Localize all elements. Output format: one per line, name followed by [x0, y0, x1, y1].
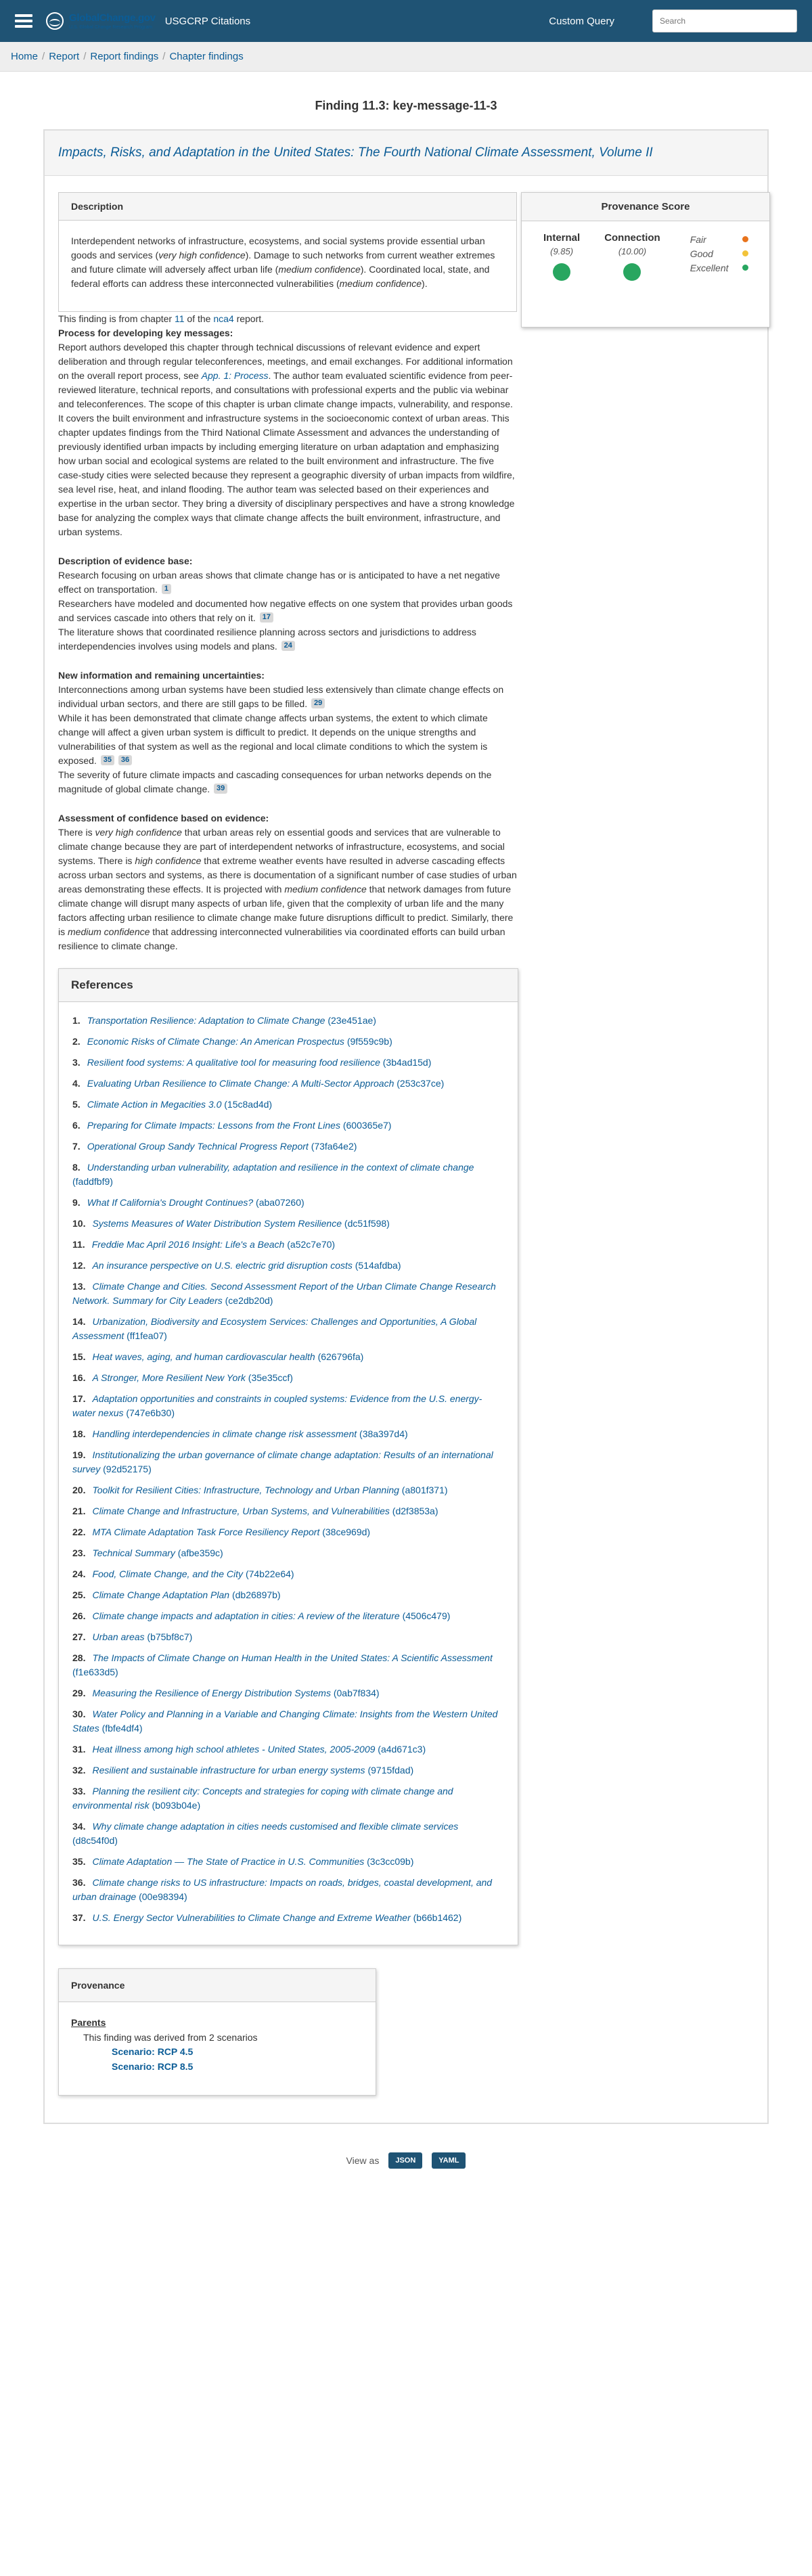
process-text: Report authors developed this chapter through technical discussions of relevant evidence and expert deliberation and through regular teleconferences, meetings, and email exchanges. For additional information on the overall report process, see App. 1: Process. The author team evaluated scientific evidence from peer-reviewed literature, technical reports, and consultations with professional experts and the public via webinar and teleconferences. The scope of this chapter is urban climate change impacts, vulnerability, and response. It covers the built environment and infrastructure systems in the socioeconomic context of urban areas. This chapter updates findings from the Third National Climate Assessment and advances the understanding of previously identified urban impacts by including emerging literature on urban adaptation and emphasizing how urban social and ecological systems are related to the built environment and infrastructure. The five case-study cities were selected because they represent a geographic diversity of urban impacts from wildfire, sea level rise, heat, and inland flooding. The author team was selected based on their experiences and expertise in the urban sector. They bring a diversity of disciplinary perspectives and have a strong knowledge base for analyzing the complex ways that climate change affects the built environment, infrastructure, and urban systems. — [58, 342, 515, 537]
reference-number: 23. — [72, 1547, 86, 1558]
reference-item — [72, 1388, 504, 1424]
globalchange-logo[interactable] — [46, 12, 156, 30]
reference-number: 9. — [72, 1197, 81, 1208]
reference-id-link[interactable]: (92d52175) — [103, 1464, 152, 1474]
reference-number: 17. — [72, 1393, 86, 1404]
breadcrumb-report[interactable]: Report — [49, 51, 80, 62]
reference-number: 30. — [72, 1709, 86, 1719]
reference-number: 6. — [72, 1120, 81, 1131]
breadcrumb — [0, 42, 812, 72]
reference-number: 14. — [72, 1316, 86, 1327]
confidence-term: high confidence — [135, 855, 202, 866]
score-legend — [690, 232, 748, 281]
footnote-link[interactable]: 17 — [260, 612, 273, 623]
reference-title-link[interactable]: Water Policy and Planning in a Variable and Changing Climate: Insights from the Western United States — [72, 1709, 498, 1734]
process-appendix-link[interactable]: App. 1: Process — [201, 370, 269, 381]
footnote-link[interactable]: 1 — [162, 584, 171, 594]
reference-number: 1. — [72, 1015, 81, 1026]
reference-title-link[interactable]: Handling interdependencies in climate change risk assessment — [92, 1428, 357, 1439]
provenance-score-heading: Provenance Score — [522, 193, 769, 221]
reference-title-link[interactable]: Technical Summary — [92, 1547, 175, 1558]
reference-title-link[interactable]: Economic Risks of Climate Change: An American Prospectus — [87, 1036, 344, 1047]
reference-number: 15. — [72, 1351, 86, 1362]
page-title: Finding 11.3: key-message-11-3 — [315, 99, 497, 112]
breadcrumb-chapter-findings[interactable]: Chapter findings — [169, 51, 244, 62]
footnote-link[interactable]: 35 — [101, 755, 114, 765]
reference-id-link[interactable]: (b66b1462) — [413, 1912, 462, 1923]
confidence-term: medium confidence — [284, 884, 367, 895]
reference-id-link[interactable]: (a801f371) — [401, 1485, 448, 1495]
reference-number: 36. — [72, 1877, 86, 1888]
reference-item — [72, 1234, 504, 1255]
reference-item — [72, 1564, 504, 1585]
reference-item — [72, 1368, 504, 1388]
uncertainties-heading: New information and remaining uncertainties: — [58, 670, 265, 681]
reference-title-link[interactable]: Preparing for Climate Impacts: Lessons from the Front Lines — [87, 1120, 340, 1131]
reference-item — [72, 1192, 504, 1213]
uncertainties-paragraph: The severity of future climate impacts and cascading consequences for urban networks depends on the magnitude of global climate change. 39 — [58, 769, 492, 794]
breadcrumb-separator: / — [162, 51, 166, 62]
reference-number: 16. — [72, 1372, 86, 1383]
reference-id-link[interactable]: (4506c479) — [402, 1610, 451, 1621]
process-section — [58, 326, 518, 539]
reference-title-link[interactable]: Heat illness among high school athletes - United States, 2005-2009 — [92, 1744, 376, 1755]
reference-item — [72, 1094, 504, 1115]
reference-title-link[interactable]: Climate Change and Infrastructure, Urban Systems, and Vulnerabilities — [92, 1506, 390, 1516]
reference-id-link[interactable]: (b093b04e) — [152, 1800, 201, 1811]
reference-title-link[interactable]: MTA Climate Adaptation Task Force Resiliency Report — [92, 1527, 320, 1537]
excellent-dot-icon — [742, 265, 748, 271]
reference-number: 35. — [72, 1856, 86, 1867]
uncertainties-section — [58, 669, 518, 796]
reference-id-link[interactable]: (a52c7e70) — [287, 1239, 336, 1250]
reference-number: 33. — [72, 1786, 86, 1797]
logo-subtitle: U.S. Global Change Research Program — [69, 24, 152, 30]
reference-number: 5. — [72, 1099, 81, 1110]
breadcrumb-separator: / — [42, 51, 45, 62]
reference-number: 31. — [72, 1744, 86, 1755]
provenance-heading: Provenance — [59, 1969, 376, 2002]
reference-number: 2. — [72, 1036, 81, 1047]
evidence-section — [58, 554, 518, 654]
description-panel — [58, 192, 517, 312]
reference-number: 10. — [72, 1218, 86, 1229]
reference-title-link[interactable]: U.S. Energy Sector Vulnerabilities to Climate Change and Extreme Weather — [92, 1912, 411, 1923]
reference-id-link[interactable]: (626796fa) — [317, 1351, 364, 1362]
confidence-text: There is very high confidence that urban areas rely on essential goods and services that are vulnerable to climate change because they are part of interdependent networks of infrastructure, ecosystems, and social systems. There is high confidence that extreme weather events have resulted in adverse cascading effects across urban sectors and systems, as there is documentation of a significant number of case studies of urban areas demonstrating these effects. It is projected with medium confidence that network damages from future climate change will disrupt many aspects of urban life, given that the complexity of urban life and the many factors affecting urban resilience to climate change make future disruptions difficult to predict. Similarly, there is medium confidence that addressing interconnected vulnerabilities via coordinated efforts can build urban resilience to climate change. — [58, 827, 517, 951]
reference-title-link[interactable]: Understanding urban vulnerability, adaptation and resilience in the context of climate change — [87, 1162, 474, 1173]
reference-id-link[interactable]: (d2f3853a) — [392, 1506, 438, 1516]
reference-item — [72, 1311, 504, 1347]
reference-title-link[interactable]: Freddie Mac April 2016 Insight: Life's a Beach — [91, 1239, 285, 1250]
confidence-term: very high confidence — [158, 250, 246, 261]
footnote-link[interactable]: 39 — [214, 784, 227, 794]
reference-title-link[interactable]: Evaluating Urban Resilience to Climate Change: A Multi-Sector Approach — [87, 1078, 394, 1089]
reference-number: 21. — [72, 1506, 86, 1516]
reference-item — [72, 1781, 504, 1816]
reference-item — [72, 1683, 504, 1704]
reference-title-link[interactable]: Climate Change and Cities. Second Assessment Report of the Urban Climate Change Research Network. Summary for City Leaders — [72, 1281, 496, 1306]
reference-title-link[interactable]: Institutionalizing the urban governance of climate change adaptation: Results of an international survey — [72, 1449, 493, 1474]
reference-item — [72, 1255, 504, 1276]
footnote-link[interactable]: 24 — [281, 641, 295, 651]
fair-dot-icon — [742, 236, 748, 242]
menu-icon[interactable] — [15, 14, 32, 28]
reference-item — [72, 1739, 504, 1760]
reference-number: 18. — [72, 1428, 86, 1439]
uncertainties-paragraph: Interconnections among urban systems have been studied less extensively than climate change effects on individual urban sectors, and there are still gaps to be filled. 29 — [58, 684, 504, 709]
reference-item — [72, 1606, 504, 1627]
reference-id-link[interactable]: (15c8ad4d) — [224, 1099, 273, 1110]
chapter-link[interactable]: 11 — [174, 313, 185, 324]
breadcrumb-report-findings[interactable]: Report findings — [90, 51, 159, 62]
connection-score-label: Connection — [604, 232, 660, 244]
reference-id-link[interactable]: (3c3cc09b) — [367, 1856, 414, 1867]
finding-main — [45, 176, 767, 2123]
reference-id-link[interactable]: (253c37ce) — [397, 1078, 445, 1089]
finding-container — [43, 129, 769, 2124]
custom-query-link[interactable]: Custom Query — [549, 15, 614, 27]
reference-number: 37. — [72, 1912, 86, 1923]
reference-id-link[interactable]: (dc51f598) — [344, 1218, 390, 1229]
reference-id-link[interactable]: (ce2db20d) — [225, 1295, 273, 1306]
confidence-term: medium confidence — [339, 278, 422, 289]
parents-label: Parents — [71, 2017, 106, 2028]
reference-title-link[interactable]: Transportation Resilience: Adaptation to Climate Change — [87, 1015, 325, 1026]
reference-item — [72, 1052, 504, 1073]
footnote-link[interactable]: 36 — [118, 755, 132, 765]
reference-number: 11. — [72, 1239, 85, 1250]
reference-title-link[interactable]: Food, Climate Change, and the City — [92, 1568, 244, 1579]
internal-score-value: (9.85) — [550, 246, 574, 256]
reference-item — [72, 1627, 504, 1648]
reference-title-link[interactable]: An insurance perspective on U.S. electric grid disruption costs — [92, 1260, 353, 1271]
reference-id-link[interactable]: (aba07260) — [256, 1197, 304, 1208]
yaml-button[interactable]: YAML — [432, 2152, 466, 2169]
reference-item — [72, 1872, 504, 1907]
good-dot-icon — [742, 250, 748, 256]
reference-title-link[interactable]: Adaptation opportunities and constraints in coupled systems: Evidence from the U.S. energy-water nexus — [72, 1393, 482, 1418]
connection-score-value: (10.00) — [618, 246, 647, 256]
reference-title-link[interactable]: Operational Group Sandy Technical Progress Report — [87, 1141, 309, 1152]
globe-icon — [46, 12, 64, 30]
internal-score-label: Internal — [543, 232, 581, 244]
reference-id-link[interactable]: (3b4ad15d) — [382, 1057, 432, 1068]
reference-title-link[interactable]: Planning the resilient city: Concepts and strategies for coping with climate change and environmental risk — [72, 1786, 453, 1811]
reference-item — [72, 1522, 504, 1543]
reference-title-link[interactable]: Heat waves, aging, and human cardiovascular health — [92, 1351, 315, 1362]
evidence-paragraph: The literature shows that coordinated resilience planning across sectors and jurisdictions to address interdependencies involves using models and plans. 24 — [58, 627, 476, 652]
reference-number: 24. — [72, 1568, 86, 1579]
reference-title-link[interactable]: Resilient food systems: A qualitative tool for measuring food resilience — [87, 1057, 380, 1068]
reference-item — [72, 1445, 504, 1480]
reference-number: 28. — [72, 1652, 86, 1663]
confidence-term: medium confidence — [278, 264, 361, 275]
reference-item — [72, 1136, 504, 1157]
reference-id-link[interactable]: (00e98394) — [139, 1891, 187, 1902]
reference-item — [72, 1031, 504, 1052]
reference-id-link[interactable]: (f1e633d5) — [72, 1667, 118, 1677]
reference-id-link[interactable]: (514afdba) — [355, 1260, 401, 1271]
reference-item — [72, 1704, 504, 1739]
connection-score — [604, 232, 660, 281]
reference-number: 22. — [72, 1527, 86, 1537]
reference-item — [72, 1157, 504, 1192]
reference-item — [72, 1543, 504, 1564]
legend-good-label: Good — [690, 248, 713, 259]
evidence-heading: Description of evidence base: — [58, 556, 193, 566]
reference-number: 26. — [72, 1610, 86, 1621]
evidence-paragraph: Research focusing on urban areas shows that climate change has or is anticipated to have a net negative effect on transportation. 1 — [58, 570, 500, 595]
evidence-paragraph: Researchers have modeled and documented how negative effects on one system that provides urban goods and services cascade into others that rely on it. 17 — [58, 598, 513, 623]
internal-score — [543, 232, 580, 281]
reference-number: 3. — [72, 1057, 81, 1068]
reference-id-link[interactable]: (db26897b) — [231, 1589, 281, 1600]
derived-text: This finding was derived from 2 scenarios — [83, 2031, 258, 2043]
reference-number: 8. — [72, 1162, 81, 1173]
reference-number: 25. — [72, 1589, 86, 1600]
scenario-link-rcp45[interactable]: Scenario: RCP 4.5 — [112, 2046, 194, 2058]
footer — [0, 2152, 812, 2169]
uncertainties-paragraph: While it has been demonstrated that climate change affects urban systems, the extent to which climate change will affect a given urban system is difficult to predict. It depends on the unique strengths and vulnerabilities of that system as well as the regional and local climate conditions to which the system is exposed. 35 36 — [58, 713, 488, 766]
references-panel — [58, 968, 518, 1945]
confidence-section — [58, 811, 518, 953]
reference-id-link[interactable]: (0ab7f834) — [333, 1688, 380, 1698]
reference-item — [72, 1213, 504, 1234]
reference-item — [72, 1276, 504, 1311]
reference-item — [72, 1010, 504, 1031]
reference-id-link[interactable]: (fbfe4df4) — [102, 1723, 143, 1734]
excellent-status-dot — [623, 263, 641, 281]
process-heading: Process for developing key messages: — [58, 327, 233, 338]
legend-fair-label: Fair — [690, 233, 706, 245]
reference-number: 4. — [72, 1078, 81, 1089]
reference-title-link[interactable]: The Impacts of Climate Change on Human Health in the United States: A Scientific Assessment — [92, 1652, 493, 1663]
reference-item — [72, 1115, 504, 1136]
references-list — [59, 1002, 518, 1945]
provenance-panel — [58, 1968, 376, 2096]
scenario-link-rcp85[interactable]: Scenario: RCP 8.5 — [112, 2061, 194, 2073]
provenance-score-panel — [521, 192, 770, 327]
reference-title-link[interactable]: Climate Adaptation — The State of Practice in U.S. Communities — [92, 1856, 365, 1867]
breadcrumb-separator: / — [83, 51, 87, 62]
report-title-link[interactable]: Impacts, Risks, and Adaptation in the United States: The Fourth National Climate Assessment, Volume II — [58, 145, 653, 160]
reference-id-link[interactable]: (38a397d4) — [359, 1428, 408, 1439]
reference-id-link[interactable]: (35e35ccf) — [248, 1372, 293, 1383]
reference-id-link[interactable]: (b75bf8c7) — [147, 1631, 193, 1642]
reference-title-link[interactable]: Systems Measures of Water Distribution System Resilience — [92, 1218, 342, 1229]
confidence-term: very high confidence — [95, 827, 182, 838]
site-name: USGCRP Citations — [164, 15, 251, 27]
footnote-link[interactable]: 29 — [311, 698, 325, 708]
reference-number: 29. — [72, 1688, 86, 1698]
reference-number: 7. — [72, 1141, 81, 1152]
reference-title-link[interactable]: Measuring the Resilience of Energy Distribution Systems — [92, 1688, 331, 1698]
reference-number: 19. — [72, 1449, 86, 1460]
reference-item — [72, 1760, 504, 1781]
reference-item — [72, 1347, 504, 1368]
chapter-source-text: This finding is from chapter 11 of the nca4 report. — [58, 313, 265, 324]
confidence-heading: Assessment of confidence based on evidence: — [58, 813, 269, 823]
reference-number: 20. — [72, 1485, 86, 1495]
description-heading: Description — [59, 193, 516, 221]
reference-number: 12. — [72, 1260, 86, 1271]
reference-title-link[interactable]: Toolkit for Resilient Cities: Infrastructure, Technology and Urban Planning — [92, 1485, 399, 1495]
reference-id-link[interactable]: (73fa64e2) — [311, 1141, 357, 1152]
json-button[interactable]: JSON — [388, 2152, 422, 2169]
reference-title-link[interactable]: Climate Change Adaptation Plan — [92, 1589, 230, 1600]
finding-body — [58, 312, 518, 953]
reference-item — [72, 1816, 504, 1851]
reference-id-link[interactable]: (38ce969d) — [322, 1527, 371, 1537]
reference-id-link[interactable]: (faddfbf9) — [72, 1176, 113, 1187]
reference-title-link[interactable]: Urban areas — [92, 1631, 145, 1642]
reference-item — [72, 1501, 504, 1522]
view-as-label: View as — [346, 2154, 380, 2166]
description-text: Interdependent networks of infrastructure, ecosystems, and social systems provide essential urban goods and services (very high confidence). Damage to such networks from current weather extremes and future climate will adversely affect urban life (medium confidence). Coordinated local, state, and federal efforts can address these interconnected vulnerabilities (medium confidence). — [71, 235, 495, 289]
search-input[interactable] — [652, 9, 797, 32]
logo-title: GlobalChange.gov — [69, 12, 156, 24]
reference-title-link[interactable]: Climate change risks to US infrastructure: Impacts on roads, bridges, coastal development, and urban drainage — [72, 1877, 493, 1902]
report-header — [45, 131, 767, 176]
reference-item — [72, 1648, 504, 1683]
reference-id-link[interactable]: (a4d671c3) — [378, 1744, 426, 1755]
reference-id-link[interactable]: (747e6b30) — [126, 1407, 175, 1418]
reference-title-link[interactable]: Resilient and sustainable infrastructure for urban energy systems — [92, 1765, 365, 1776]
reference-id-link[interactable]: (afbe359c) — [177, 1547, 223, 1558]
reference-item — [72, 1907, 504, 1928]
reference-number: 32. — [72, 1765, 86, 1776]
reference-item — [72, 1480, 504, 1501]
excellent-status-dot — [553, 263, 570, 281]
top-navbar — [0, 0, 812, 42]
reference-id-link[interactable]: (74b22e64) — [245, 1568, 294, 1579]
reference-id-link[interactable]: (ff1fea07) — [127, 1330, 167, 1341]
breadcrumb-home[interactable]: Home — [11, 51, 39, 62]
reference-number: 34. — [72, 1821, 86, 1832]
reference-number: 13. — [72, 1281, 86, 1292]
confidence-term: medium confidence — [68, 926, 150, 937]
reference-id-link[interactable]: (d8c54f0d) — [72, 1835, 118, 1846]
reference-item — [72, 1851, 504, 1872]
reference-number: 27. — [72, 1631, 86, 1642]
report-link[interactable]: nca4 — [213, 313, 234, 324]
reference-id-link[interactable]: (9f559c9b) — [346, 1036, 392, 1047]
reference-item — [72, 1585, 504, 1606]
references-heading: References — [59, 969, 518, 1002]
reference-title-link[interactable]: A Stronger, More Resilient New York — [92, 1372, 246, 1383]
reference-item — [72, 1424, 504, 1445]
reference-title-link[interactable]: Climate change impacts and adaptation in cities: A review of the literature — [92, 1610, 400, 1621]
legend-excellent-label: Excellent — [690, 262, 729, 273]
reference-title-link[interactable]: Why climate change adaptation in cities needs customised and flexible climate services — [92, 1821, 459, 1832]
reference-id-link[interactable]: (600365e7) — [342, 1120, 392, 1131]
reference-id-link[interactable]: (23e451ae) — [328, 1015, 376, 1026]
reference-title-link[interactable]: Urbanization, Biodiversity and Ecosystem Services: Challenges and Opportunities, A Global Assessment — [72, 1316, 477, 1341]
reference-title-link[interactable]: Climate Action in Megacities 3.0 — [87, 1099, 222, 1110]
reference-title-link[interactable]: What If California's Drought Continues? — [87, 1197, 254, 1208]
reference-id-link[interactable]: (9715fdad) — [367, 1765, 414, 1776]
reference-item — [72, 1073, 504, 1094]
